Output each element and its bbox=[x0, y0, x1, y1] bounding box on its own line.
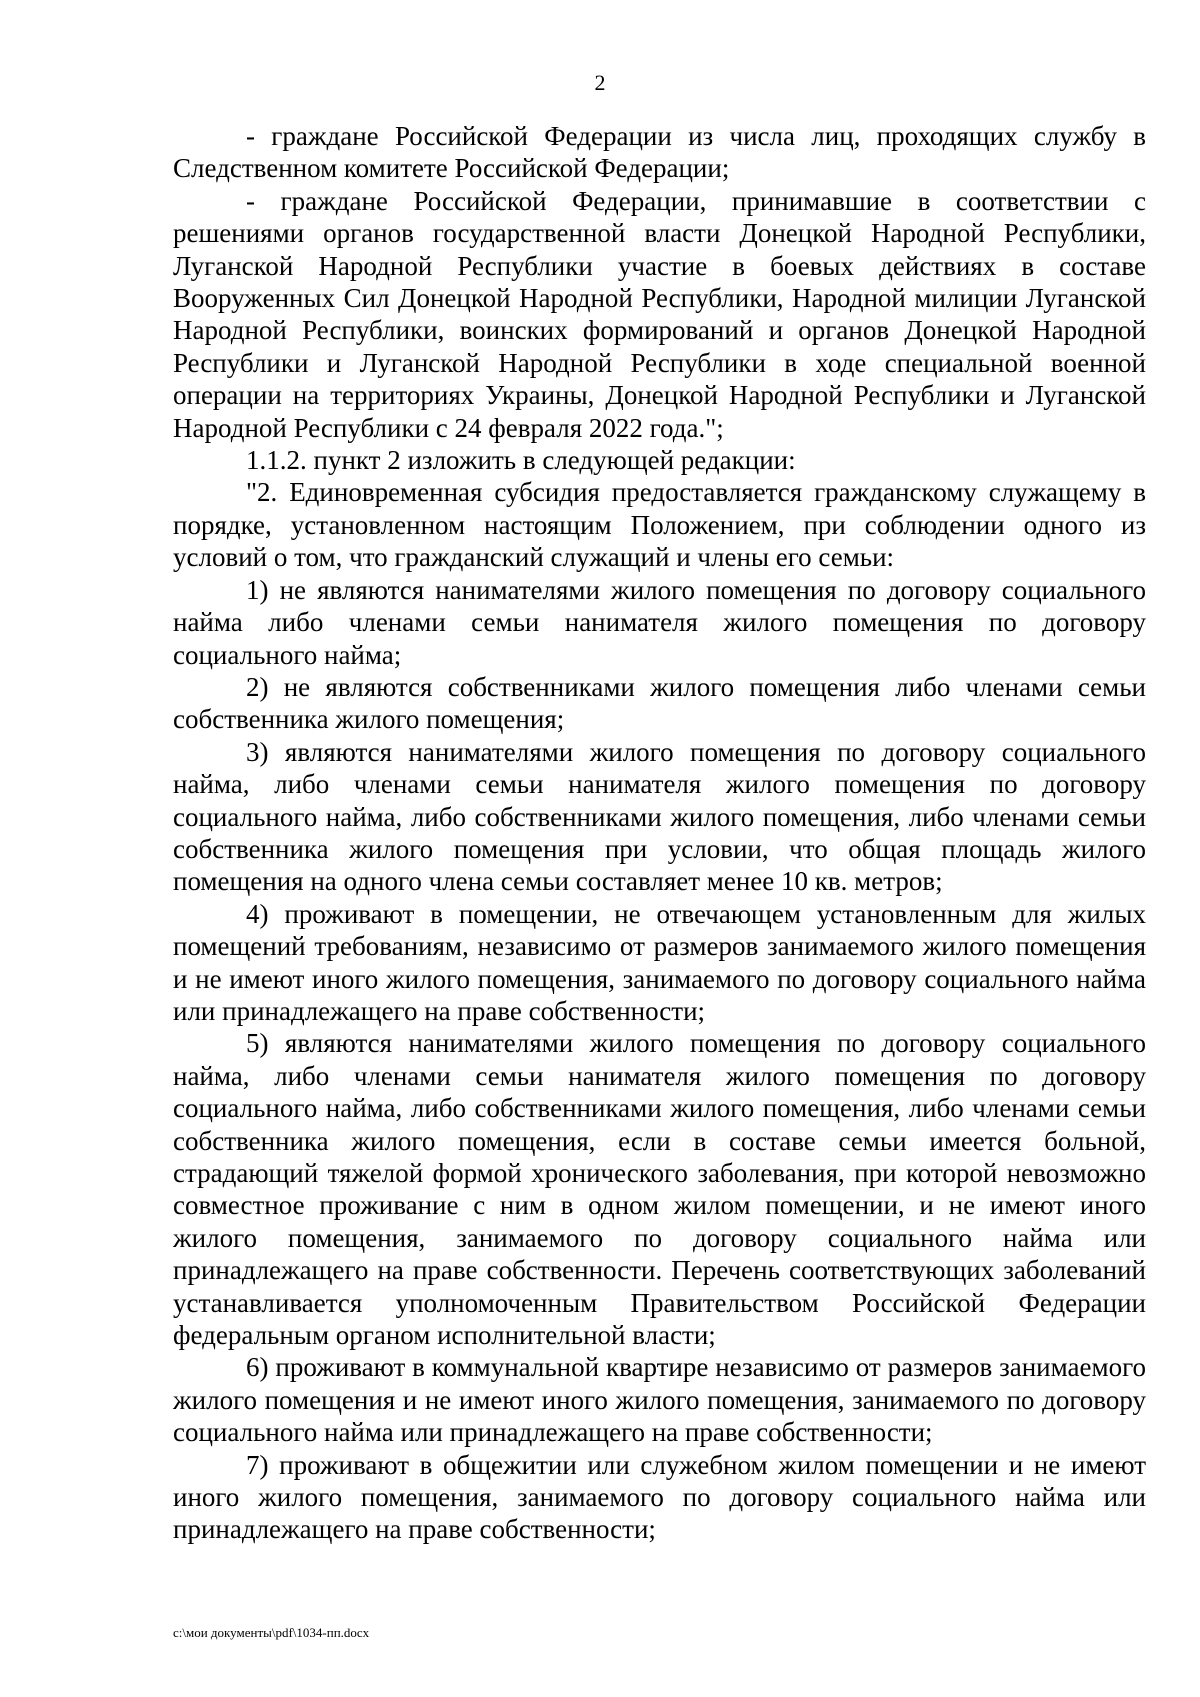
paragraph-clause-2: "2. Единовременная субсидия предоставляется гражданскому служащему в порядке, установленном настоящим Положением, при соблюдении одного из условий о том, что гражданский служащий и члены его семьи: bbox=[173, 477, 1146, 573]
list-item-condition-7: 7) проживают в общежитии или служебном жилом помещении и не имеют иного жилого помещения, занимаемого по договору социального найма или принадлежащего на праве собственности; bbox=[173, 1449, 1146, 1545]
list-item-condition-6: 6) проживают в коммунальной квартире независимо от размеров занимаемого жилого помещения и не имеют иного жилого помещения, занимаемого по договору социального найма или принадлежащего на праве собственности; bbox=[173, 1352, 1146, 1448]
document-body bbox=[173, 120, 1146, 1546]
list-item-condition-3: 3) являются нанимателями жилого помещения по договору социального найма, либо членами семьи нанимателя жилого помещения по договору социального найма, либо собственниками жилого помещения, либо членами семьи собственника жилого помещения при условии, что общая площадь жилого помещения на одного члена семьи составляет менее 10 кв. метров; bbox=[173, 736, 1146, 897]
paragraph-investigative-committee: - граждане Российской Федерации из числа лиц, проходящих службу в Следственном комитете Российской Федерации; bbox=[173, 121, 1146, 184]
footer-file-path: c:\мои документы\pdf\1034-пп.docx bbox=[173, 1625, 370, 1640]
paragraph-amendment-1-1-2: 1.1.2. пункт 2 изложить в следующей редакции: bbox=[246, 445, 796, 476]
list-item-condition-2: 2) не являются собственниками жилого помещения либо членами семьи собственника жилого помещения; bbox=[173, 671, 1146, 735]
page-number: 2 bbox=[594, 70, 606, 95]
list-item-condition-5: 5) являются нанимателями жилого помещения по договору социального найма, либо членами семьи нанимателя жилого помещения по договору социального найма, либо собственниками жилого помещения, либо членами семьи собственника жилого помещения, если в составе семьи имеется больной, страдающий тяжелой формой хронического заболевания, при которой невозможно совместное проживание с ним в одном жилом помещении, и не имеют иного жилого помещения, занимаемого по договору социального найма или принадлежащего на праве собственности. Перечень соответствующих заболеваний устанавливается уполномоченным Правительством Российской Федерации федеральным органом исполнительной власти; bbox=[173, 1028, 1146, 1351]
list-item-condition-4: 4) проживают в помещении, не отвечающем установленным для жилых помещений требованиям, независимо от размеров занимаемого жилого помещения и не имеют иного жилого помещения, занимаемого по договору социального найма или принадлежащего на праве собственности; bbox=[173, 898, 1146, 1026]
paragraph-dnr-lnr-participants: - граждане Российской Федерации, принимавшие в соответствии с решениями органов государственной власти Донецкой Народной Республики, Луганской Народной Республики участие в боевых действиях в составе Вооруженных Сил Донецкой Народной Республики, Народной милиции Луганской Народной Республики, воинских формирований и органов Донецкой Народной Республики и Луганской Народной Республики в ходе специальной военной операции на территориях Украины, Донецкой Народной Республики и Луганской Народной Республики с 24 февраля 2022 года."; bbox=[173, 185, 1146, 443]
list-item-condition-1: 1) не являются нанимателями жилого помещения по договору социального найма либо членами семьи нанимателя жилого помещения по договору социального найма; bbox=[173, 574, 1146, 670]
